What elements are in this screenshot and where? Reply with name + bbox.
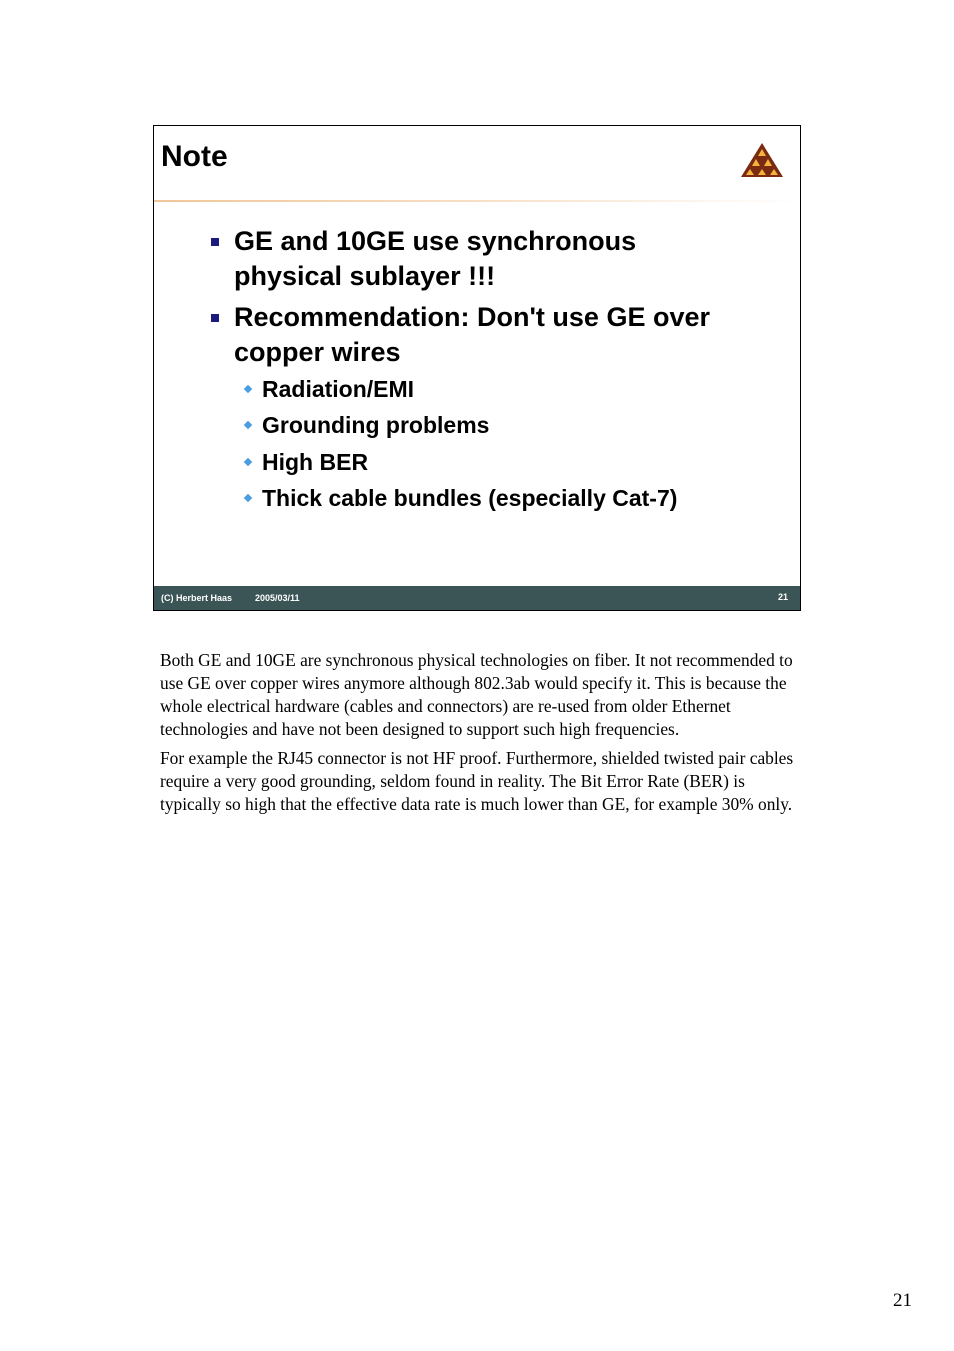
footer-author: (C) Herbert Haas	[161, 593, 233, 603]
slide	[153, 125, 801, 611]
bullet-item	[234, 224, 774, 294]
subbullet-item: High BER	[262, 449, 369, 475]
diamond-bullet-icon	[244, 494, 252, 502]
bullet-line: physical sublayer !!!	[234, 261, 496, 291]
bullet-line: Recommendation: Don't use GE over	[234, 302, 710, 332]
slide-title: Note	[161, 140, 228, 173]
bullet-line: GE and 10GE use synchronous	[234, 226, 637, 256]
speaker-notes	[160, 649, 800, 822]
diamond-bullet-icon	[244, 421, 252, 429]
square-bullet-icon	[211, 238, 219, 246]
footer-date: 2005/03/11	[255, 593, 300, 603]
bullet-item	[234, 300, 774, 370]
subbullet-item: Thick cable bundles (especially Cat-7)	[262, 485, 678, 511]
diamond-bullet-icon	[244, 458, 252, 466]
square-bullet-icon	[211, 314, 219, 322]
subbullet-item: Radiation/EMI	[262, 376, 415, 402]
title-divider	[154, 200, 800, 202]
subbullet-item: Grounding problems	[262, 412, 490, 438]
notes-paragraph: For example the RJ45 connector is not HF proof. Furthermore, shielded twisted pair cables require a very good grounding, seldom found in reality. The Bit Error Rate (BER) is typically so high that the effective data rate is much lower than GE, for example 30% only.	[160, 748, 794, 814]
page-number: 21	[893, 1290, 912, 1311]
diamond-bullet-icon	[244, 385, 252, 393]
footer-slide-number: 21	[777, 592, 788, 602]
triangle-logo-icon	[740, 142, 784, 178]
bullet-line: copper wires	[234, 337, 401, 367]
notes-paragraph: Both GE and 10GE are synchronous physical technologies on fiber. It not recommended to use GE over copper wires anymore although 802.3ab would specify it. This is because the whole electrical hardware (cables and connectors) are re-used from older Ethernet technologies and have not been designed to support such high frequencies.	[160, 650, 793, 739]
slide-footer	[154, 586, 800, 610]
